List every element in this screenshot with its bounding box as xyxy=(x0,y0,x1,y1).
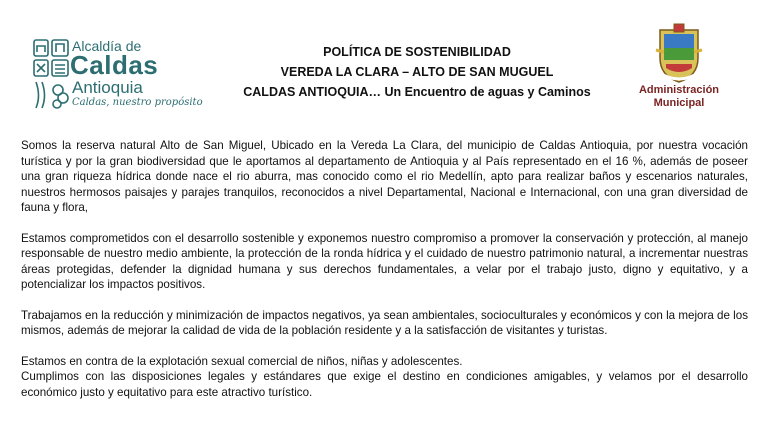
paragraph-intro: Somos la reserva natural Alto de San Miguel, Ubicado en la Vereda La Clara, del municipio de Caldas Antioquia, por nuestra vocación turística y por la gran biodiversidad que le aportamos al departamento de Antioquia y al País representado en el 16 %, además de poseer una gran riqueza hídrica donde nace el rio aburra, mas conocido como el rio Medellín, apto para realizar baños y escenarios naturales, nuestros hermosos paisajes y parajes tranquilos, reconocidos a nivel Departamental, Nacional e Internacional, con una gran diversidad de fauna y flora, xyxy=(21,139,748,214)
logo-line-3: Antioquia xyxy=(72,78,143,97)
title-line-1: POLÍTICA DE SOSTENIBILIDAD xyxy=(323,45,511,59)
logo-line-2: Caldas xyxy=(70,50,159,80)
admin-label-line-1: Administración xyxy=(638,84,720,96)
admin-label-line-2: Municipal xyxy=(653,97,705,109)
policy-body xyxy=(21,138,748,400)
paragraph-exploitation: Estamos en contra de la explotación sexual comercial de niños, niñas y adolescentes. xyxy=(21,354,463,368)
paragraph-commitment: Estamos comprometidos con el desarrollo sostenible y exponemos nuestro compromiso a promover la conservación y protección, al manejo responsable de nuestro medio ambiente, la protección de la ronda hídrica y el cuidado de nuestro patrimonio natural, a incrementar nuestras áreas protegidas, defender la dignidad humana y sus derechos fundamentales, a velar por el trabajo justo, digno y equitativo, y a potencializar los impactos positivos. xyxy=(21,231,748,291)
caldas-emblem-icon xyxy=(32,38,72,116)
document-header xyxy=(212,42,622,102)
logo-slogan: Caldas, nuestro propósito xyxy=(72,97,203,108)
logo-line-1: Alcaldía de xyxy=(72,38,142,54)
municipal-crest-icon xyxy=(652,22,706,84)
paragraph-impacts: Trabajamos en la reducción y minimización de impactos negativos, ya sean ambientales, socioculturales y económicos y con la mejora de los mismos, además de mejorar la calidad de vida de la población residente y a la satisfacción de visitantes y turistas. xyxy=(21,308,748,337)
administracion-municipal-label xyxy=(626,84,732,110)
paragraph-compliance: Cumplimos con las disposiciones legales y estándares que exige el destino en condiciones amigables, y velamos por el desarrollo económico justo y equitativo para este atractivo turístico. xyxy=(21,370,748,399)
title-line-2: VEREDA LA CLARA – ALTO DE SAN MUGUEL xyxy=(280,65,554,79)
title-line-3: CALDAS ANTIOQUIA… Un Encuentro de aguas y Caminos xyxy=(243,85,591,99)
